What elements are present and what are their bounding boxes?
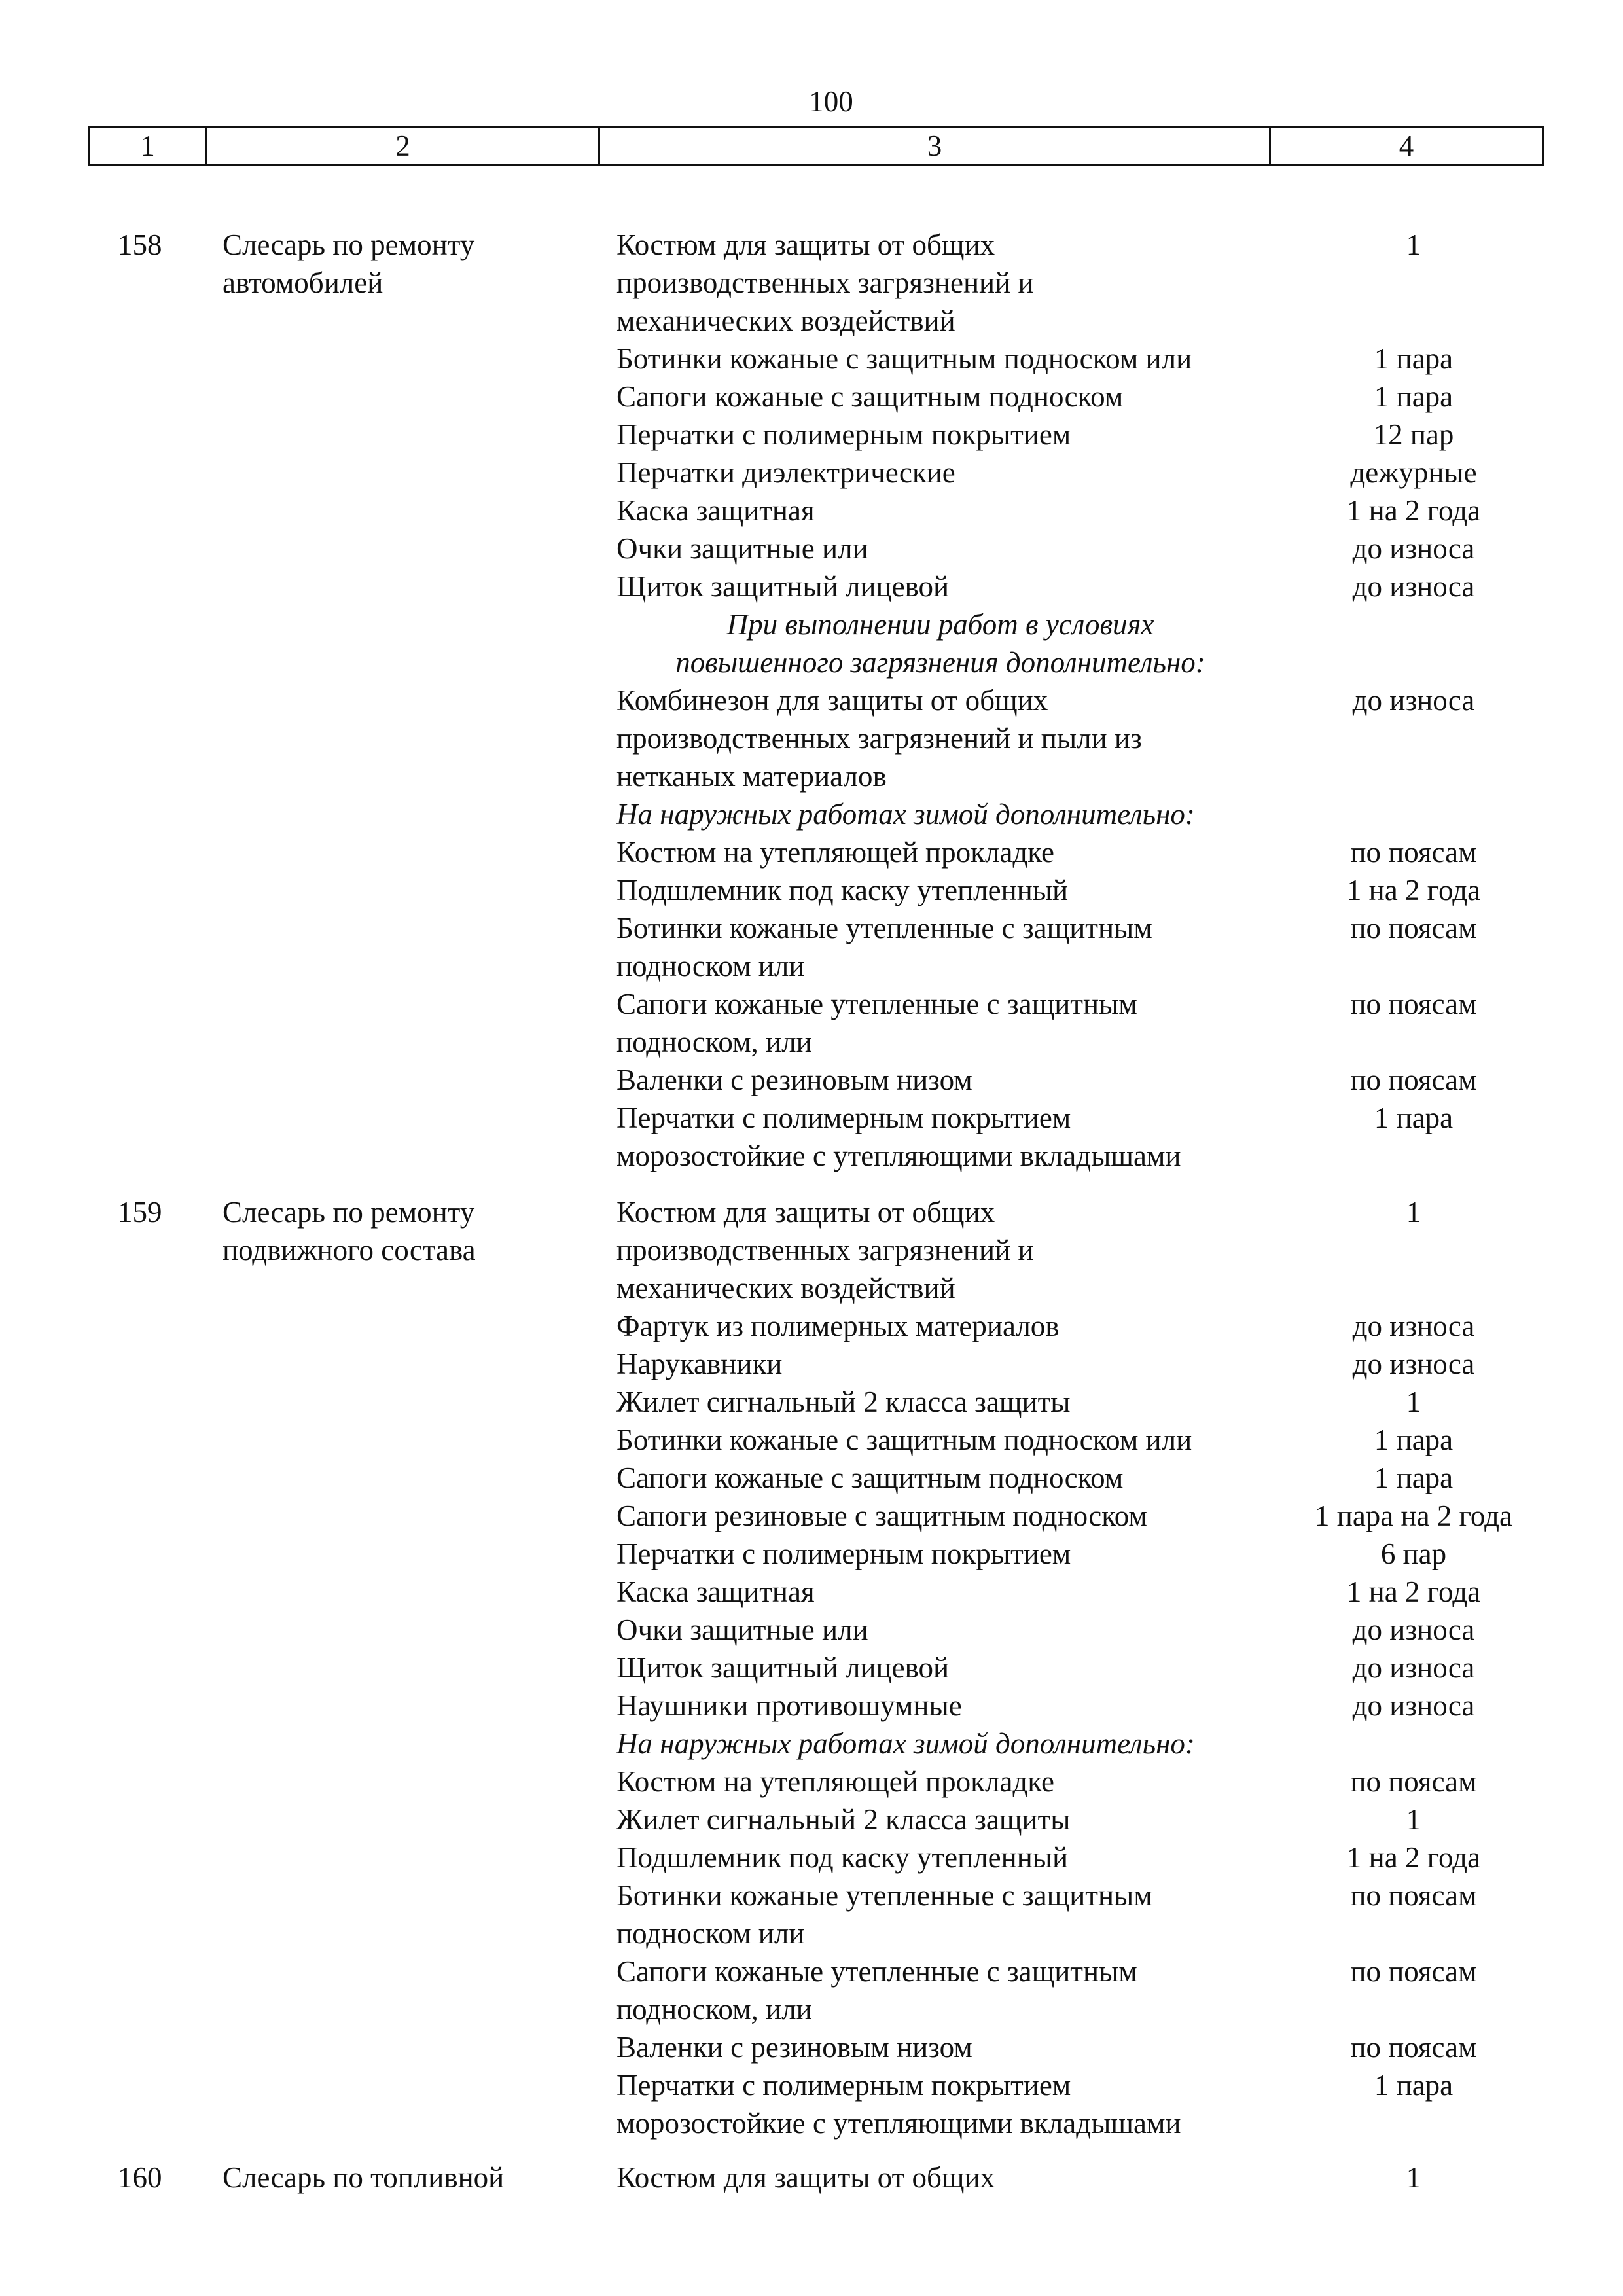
issue-norm: до износа	[1352, 1310, 1475, 1342]
condition-note: На наружных работах зимой дополнительно:	[616, 798, 1195, 831]
entry-number: 160	[118, 2161, 162, 2194]
issue-norm: до износа	[1352, 570, 1475, 603]
issue-norm: по поясам	[1350, 912, 1477, 944]
equipment-item: морозостойкие с утепляющими вкладышами	[616, 1139, 1181, 1172]
equipment-item: подноском или	[616, 950, 805, 982]
equipment-item: Костюм на утепляющей прокладке	[616, 1765, 1055, 1798]
column-header-row	[89, 127, 1543, 165]
equipment-item: Комбинезон для защиты от общих	[616, 684, 1048, 717]
entry-number: 159	[118, 1196, 162, 1229]
equipment-item: Каска защитная	[616, 494, 815, 527]
equipment-item: Нарукавники	[616, 1348, 783, 1380]
equipment-item: Валенки с резиновым низом	[616, 1064, 972, 1096]
issue-norm: 1 пара	[1374, 1462, 1454, 1494]
issue-norm: до износа	[1352, 1651, 1475, 1684]
equipment-item: производственных загрязнений и пыли из	[616, 722, 1142, 755]
equipment-item: Ботинки кожаные с защитным подноском или	[616, 342, 1192, 375]
job-title	[223, 1193, 589, 1269]
equipment-item: Ботинки кожаные утепленные с защитным	[616, 1879, 1152, 1912]
equipment-item: Ботинки кожаные утепленные с защитным	[616, 912, 1152, 944]
equipment-item: механических воздействий	[616, 1272, 955, 1304]
issue-norm	[1283, 1269, 1544, 1307]
condition-note: При выполнении работ в условиях	[726, 608, 1154, 641]
equipment-item: Костюм для защиты от общих	[616, 1196, 995, 1229]
issue-norm	[1283, 264, 1544, 302]
issue-norm	[1283, 1231, 1544, 1269]
equipment-item: Перчатки с полимерным покрытием	[616, 1537, 1071, 1570]
issue-norm: до износа	[1352, 1689, 1475, 1722]
issue-norm: 1	[1406, 1386, 1421, 1418]
issue-norm: 12 пар	[1373, 418, 1454, 451]
column-header-2: 2	[207, 127, 599, 165]
issue-norm: 1 на 2 года	[1346, 874, 1481, 906]
issue-norm	[1283, 302, 1544, 340]
issue-norm: 1	[1406, 1803, 1421, 1836]
column-header-table	[88, 126, 1544, 166]
issue-norm: 1 пара на 2 года	[1315, 1499, 1512, 1532]
equipment-item: Фартук из полимерных материалов	[616, 1310, 1060, 1342]
issue-norm	[1283, 795, 1544, 833]
issue-norm: 1 на 2 года	[1346, 1575, 1481, 1608]
issue-norm: 1 пара	[1374, 1424, 1454, 1456]
equipment-item: Очки защитные или	[616, 1613, 868, 1646]
issue-norm: 1	[1406, 1196, 1421, 1229]
issue-norm: 1 пара	[1374, 380, 1454, 413]
norm-list	[1283, 1193, 1544, 2142]
equipment-item: Щиток защитный лицевой	[616, 570, 950, 603]
issue-norm	[1283, 1023, 1544, 1061]
issue-norm	[1283, 1990, 1544, 2028]
issue-norm	[1283, 757, 1544, 795]
issue-norm: по поясам	[1350, 1765, 1477, 1798]
equipment-item: Щиток защитный лицевой	[616, 1651, 950, 1684]
equipment-item: подноском, или	[616, 1993, 812, 2026]
issue-norm: 1 на 2 года	[1346, 1841, 1481, 1874]
issue-norm: по поясам	[1350, 2031, 1477, 2064]
issue-norm: 1	[1406, 2161, 1421, 2194]
norm-list	[1283, 226, 1544, 1175]
issue-norm: 1 пара	[1374, 2069, 1454, 2102]
equipment-item: Перчатки с полимерным покрытием	[616, 418, 1071, 451]
equipment-item: Сапоги кожаные утепленные с защитным	[616, 1955, 1137, 1988]
equipment-item: Каска защитная	[616, 1575, 815, 1608]
issue-norm	[1283, 605, 1544, 643]
job-title-line: Слесарь по ремонту	[223, 228, 475, 261]
equipment-item: Наушники противошумные	[616, 1689, 962, 1722]
equipment-item: Подшлемник под каску утепленный	[616, 1841, 1069, 1874]
equipment-item: Ботинки кожаные с защитным подноском или	[616, 1424, 1192, 1456]
equipment-item: Костюм для защиты от общих	[616, 228, 995, 261]
issue-norm: до износа	[1352, 1613, 1475, 1646]
issue-norm: по поясам	[1350, 1879, 1477, 1912]
issue-norm: 1 пара	[1374, 1102, 1454, 1134]
equipment-item: Костюм для защиты от общих	[616, 2161, 995, 2194]
issue-norm: 1 на 2 года	[1346, 494, 1481, 527]
issue-norm: 6 пар	[1380, 1537, 1447, 1570]
column-header-3: 3	[599, 127, 1270, 165]
condition-note: На наружных работах зимой дополнительно:	[616, 1727, 1195, 1760]
job-title	[223, 2159, 589, 2197]
equipment-item: морозостойкие с утепляющими вкладышами	[616, 2107, 1181, 2140]
issue-norm	[1283, 947, 1544, 985]
equipment-item: Сапоги кожаные утепленные с защитным	[616, 988, 1137, 1020]
job-title	[223, 226, 589, 302]
issue-norm: 1	[1406, 228, 1421, 261]
equipment-item: Перчатки с полимерным покрытием	[616, 2069, 1071, 2102]
equipment-item: Валенки с резиновым низом	[616, 2031, 972, 2064]
issue-norm: до износа	[1352, 1348, 1475, 1380]
equipment-item: подноском, или	[616, 1026, 812, 1058]
issue-norm: по поясам	[1350, 1955, 1477, 1988]
equipment-item: Сапоги резиновые с защитным подноском	[616, 1499, 1147, 1532]
equipment-item: подноском или	[616, 1917, 805, 1950]
issue-norm: по поясам	[1350, 1064, 1477, 1096]
column-header-4: 4	[1270, 127, 1543, 165]
issue-norm: до износа	[1352, 684, 1475, 717]
issue-norm: по поясам	[1350, 988, 1477, 1020]
equipment-item: Перчатки диэлектрические	[616, 456, 955, 489]
equipment-item: нетканых материалов	[616, 760, 887, 793]
issue-norm	[1283, 1725, 1544, 1763]
equipment-list	[616, 2159, 1297, 2197]
norm-list	[1283, 2159, 1544, 2197]
issue-norm	[1283, 643, 1544, 681]
job-title-line: Слесарь по топливной	[223, 2161, 505, 2194]
equipment-item: производственных загрязнений и	[616, 1234, 1034, 1266]
issue-norm: по поясам	[1350, 836, 1477, 869]
job-title-line: Слесарь по ремонту	[223, 1196, 475, 1229]
equipment-item: Сапоги кожаные с защитным подноском	[616, 380, 1124, 413]
job-title-line: автомобилей	[223, 266, 383, 299]
equipment-list	[616, 226, 1297, 1175]
equipment-item: Сапоги кожаные с защитным подноском	[616, 1462, 1124, 1494]
equipment-item: производственных загрязнений и	[616, 266, 1034, 299]
job-title-line: подвижного состава	[223, 1234, 476, 1266]
equipment-item: Жилет сигнальный 2 класса защиты	[616, 1386, 1071, 1418]
condition-note: повышенного загрязнения дополнительно:	[675, 646, 1205, 679]
entry-number: 158	[118, 228, 162, 261]
issue-norm: дежурные	[1350, 456, 1477, 489]
issue-norm	[1283, 719, 1544, 757]
equipment-item: механических воздействий	[616, 304, 955, 337]
equipment-list	[616, 1193, 1297, 2142]
equipment-item: Костюм на утепляющей прокладке	[616, 836, 1055, 869]
equipment-item: Подшлемник под каску утепленный	[616, 874, 1069, 906]
issue-norm	[1283, 1137, 1544, 1175]
equipment-item: Перчатки с полимерным покрытием	[616, 1102, 1071, 1134]
issue-norm: 1 пара	[1374, 342, 1454, 375]
page-number: 100	[809, 85, 853, 118]
equipment-item: Очки защитные или	[616, 532, 868, 565]
issue-norm	[1283, 1914, 1544, 1952]
equipment-item: Жилет сигнальный 2 класса защиты	[616, 1803, 1071, 1836]
column-header-1: 1	[89, 127, 207, 165]
issue-norm: до износа	[1352, 532, 1475, 565]
issue-norm	[1283, 2104, 1544, 2142]
